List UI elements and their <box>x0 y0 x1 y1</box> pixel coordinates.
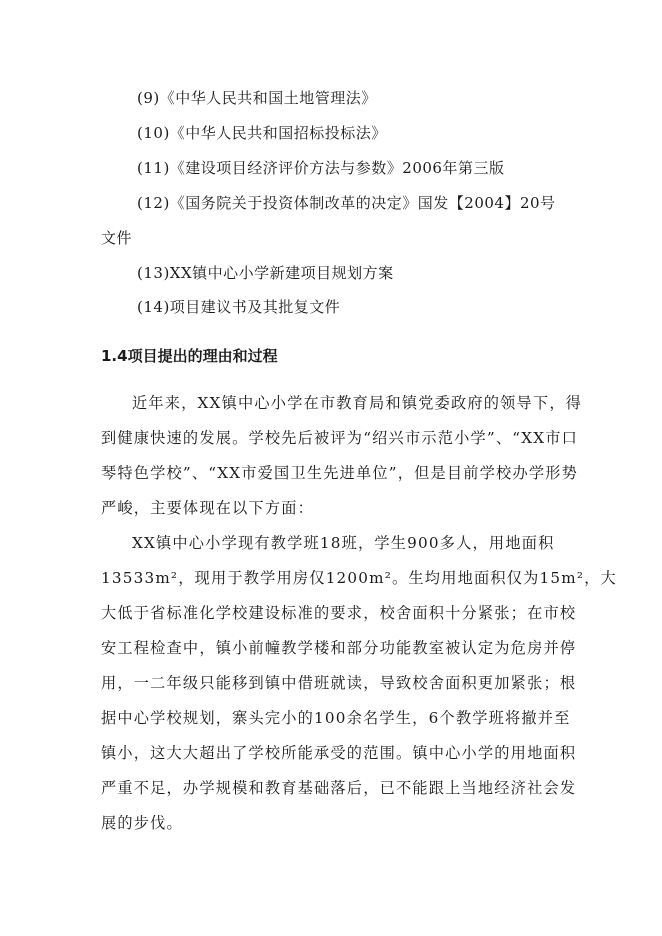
paragraph-2-line: 镇小，这大大超出了学校所能承受的范围。镇中心小学的用地面积 <box>101 744 577 762</box>
paragraph-1-line: 严峻，主要体现在以下方面： <box>101 499 315 517</box>
reference-item-10: (10)《中华人民共和国招标投标法》 <box>137 124 387 142</box>
paragraph-2-line: 展的步伐。 <box>101 814 183 832</box>
reference-item-11: (11)《建设项目经济评价方法与参数》2006年第三版 <box>137 159 505 177</box>
paragraph-2-line: 13533m²，现用于教学用房仅1200m²。生均用地面积仅为15m²，大 <box>101 569 617 587</box>
paragraph-1-line: 近年来，XX镇中心小学在市教育局和镇党委政府的领导下，得 <box>132 394 583 412</box>
reference-item-12: (12)《国务院关于投资体制改革的决定》国发【2004】20号 <box>137 194 556 212</box>
paragraph-2-line: 安工程检查中，镇小前幢教学楼和部分功能教室被认定为危房并停 <box>101 639 577 657</box>
paragraph-2-line: 据中心学校规划，寨头完小的100余名学生，6个教学班将撤并至 <box>101 709 571 727</box>
reference-item-9: (9)《中华人民共和国土地管理法》 <box>137 89 377 107</box>
reference-item-13: (13)XX镇中心小学新建项目规划方案 <box>137 264 394 282</box>
paragraph-1-line: 琴特色学校”、“XX市爱国卫生先进单位”，但是目前学校办学形势 <box>101 464 578 482</box>
paragraph-2-line: XX镇中心小学现有教学班18班，学生900多人，用地面积 <box>132 534 555 552</box>
paragraph-2-line: 大低于省标准化学校建设标准的要求，校舍面积十分紧张；在市校 <box>101 604 577 622</box>
paragraph-2-line: 用，一二年级只能移到镇中借班就读，导致校舍面积更加紧张；根 <box>101 674 577 692</box>
reference-item-12-continuation: 文件 <box>101 229 133 247</box>
paragraph-2-line: 严重不足，办学规模和教育基础落后，已不能跟上当地经济社会发 <box>101 779 577 797</box>
paragraph-1-line: 到健康快速的发展。学校先后被评为“绍兴市示范小学”、“XX市口 <box>101 429 578 447</box>
reference-item-14: (14)项目建议书及其批复文件 <box>137 298 341 316</box>
section-heading: 1.4项目提出的理由和过程 <box>101 347 278 365</box>
